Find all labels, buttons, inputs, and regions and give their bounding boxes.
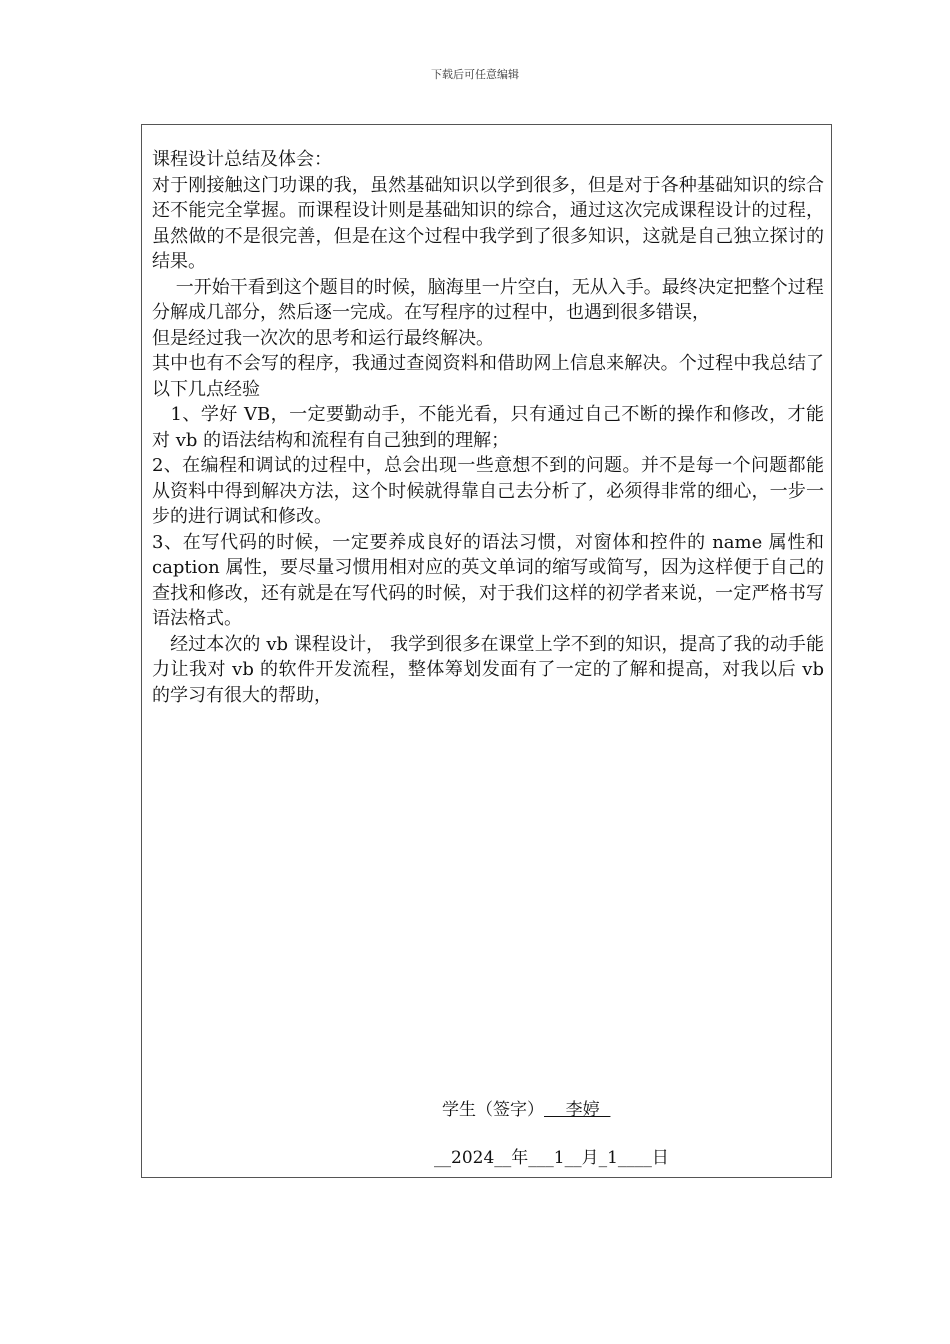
paragraph-3: 分解成几部分，然后逐一完成。在写程序的过程中，也遇到很多错误， <box>152 302 710 323</box>
paragraph-6: 1、学好 VB，一定要勤动手，不能光看，只有通过自己不断的操作和修改，才能对 vb 的语法结构和流程有自己独到的理解； <box>152 404 824 451</box>
paragraph-1: 对于刚接触这门功课的我，虽然基础知识以学到很多，但是对于各种基础知识的综合还不能完全掌握。而课程设计则是基础知识的综合，通过这次完成课程设计的过程，虽然做的不是很完善，但是在这个过程中我学到了很多知识，这就是自己独立探讨的结果。 <box>152 174 824 272</box>
document-title: 课程设计总结及体会： <box>152 149 332 170</box>
paragraph-4: 但是经过我一次次的思考和运行最终解决。 <box>152 327 494 349</box>
date-line: __2024__年___1__月_1____日 <box>434 1148 669 1168</box>
document-frame <box>141 124 832 1178</box>
signature-name: 李婷 <box>544 1100 611 1120</box>
paragraph-8: 3、在写代码的时候，一定要养成良好的语法习惯，对窗体和控件的 name 属性和 caption 属性，要尽量习惯用相对应的英文单词的缩写或简写，因为这样便于自己的查找和修改，还有就是在写代码的时候，对于我们这样的初学者来说，一定严格书写语法格式。 <box>152 531 824 629</box>
signature-label: 学生（签字） <box>442 1100 544 1120</box>
paragraph-9: 经过本次的 vb 课程设计， 我学到很多在课堂上学不到的知识，提高了我的动手能力让我对 vb 的软件开发流程，整体筹划发面有了一定的了解和提高，对我以后 vb 的学习有很大的帮助， <box>152 633 824 706</box>
document-body <box>152 147 824 708</box>
paragraph-7: 2、在编程和调试的过程中，总会出现一些意想不到的问题。并不是每一个问题都能从资料中得到解决方法，这个时候就得靠自己去分析了，必须得非常的细心，一步一步的进行调试和修改。 <box>152 455 824 527</box>
header-note: 下载后可任意编辑 <box>431 68 519 81</box>
signature-line <box>442 1095 610 1120</box>
paragraph-2: 一开始干看到这个题目的时候，脑海里一片空白，无从入手。最终决定把整个过程 <box>152 276 824 298</box>
paragraph-5: 其中也有不会写的程序，我通过查阅资料和借助网上信息来解决。个过程中我总结了以下几点经验 <box>152 353 824 400</box>
